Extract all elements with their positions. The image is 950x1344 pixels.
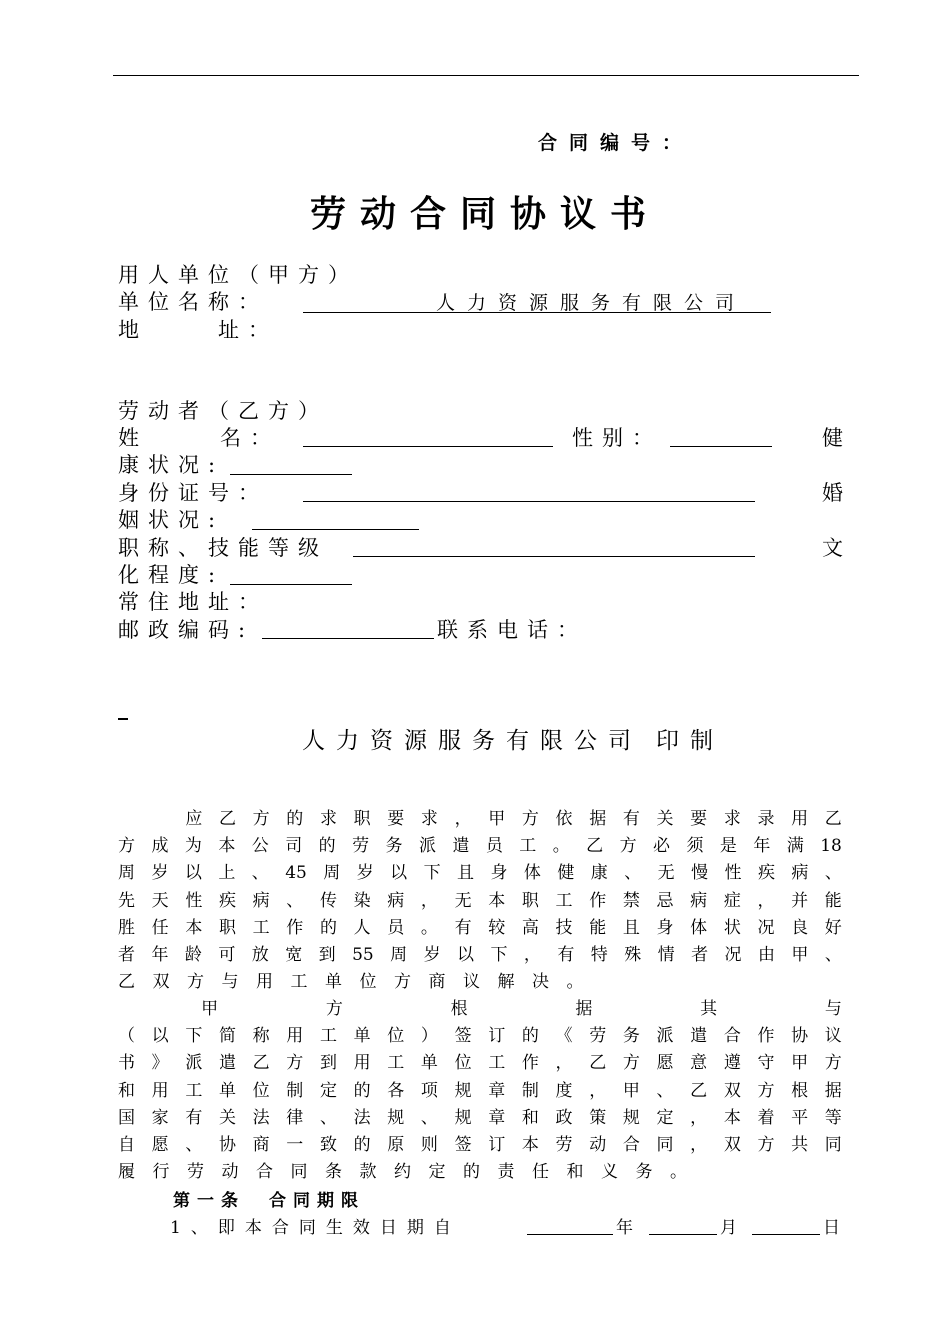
postcode-label: 邮政编码: bbox=[118, 618, 255, 642]
printer-suffix: 印制 bbox=[656, 728, 724, 754]
start-year-field[interactable] bbox=[527, 1234, 613, 1235]
article-1-title: 第一条 合同期限 bbox=[173, 1191, 365, 1211]
marriage-label-a: 婚 bbox=[822, 481, 852, 505]
p1-line-last: 乙 双 方 与 用 工 单 位 方 商 议 解 决 。 bbox=[118, 972, 584, 993]
p2-line-last: 履 行 劳 动 合 同 条 款 约 定 的 责 任 和 义 务 。 bbox=[118, 1162, 687, 1183]
start-month-field[interactable] bbox=[649, 1234, 717, 1235]
education-label-a: 文 bbox=[822, 536, 852, 560]
employer-address-label-a: 地 bbox=[118, 318, 148, 342]
worker-name-field[interactable] bbox=[303, 446, 553, 447]
employer-name-value: 人力资源服务有限公司 bbox=[436, 292, 747, 314]
education-label-b: 化程度: bbox=[118, 563, 225, 587]
paragraph-1 bbox=[118, 806, 842, 996]
address-label: 常住地址： bbox=[118, 590, 268, 614]
p1-line: 者 年 龄 可 放 宽 到 55 周 岁 以 下 ， 有 特 殊 情 者 况 由 甲 、 bbox=[118, 944, 842, 965]
gender-label: 性别： bbox=[572, 426, 662, 450]
start-day-field[interactable] bbox=[752, 1234, 820, 1235]
p2-line: 和 用 工 单 位 制 定 的 各 项 规 章 制 度 ， 甲 、 乙 双 方 根 据 bbox=[118, 1080, 842, 1101]
p1-line: 胜 任 本 职 工 作 的 人 员 。 有 较 高 技 能 且 身 体 状 况 良 好 bbox=[118, 917, 842, 938]
education-field[interactable] bbox=[230, 584, 352, 585]
stray-dash-mark bbox=[118, 718, 128, 720]
employer-heading: 用人单位（甲方） bbox=[118, 263, 358, 287]
health-label-b: 康状况: bbox=[118, 453, 225, 477]
employer-address-label-b: 址： bbox=[218, 318, 278, 342]
month-label: 月 bbox=[720, 1218, 737, 1238]
worker-name-label-a: 姓 bbox=[118, 426, 148, 450]
p2-line: 甲 方 根 据 其 与 bbox=[201, 999, 842, 1019]
printer-company: 人力资源服务有限公司 bbox=[302, 728, 642, 754]
p2-line: 国 家 有 关 法 律 、 法 规 、 规 章 和 政 策 规 定 ， 本 着 平 等 bbox=[118, 1107, 842, 1128]
printer-line bbox=[302, 722, 724, 755]
phone-label: 联系电话： bbox=[437, 618, 587, 642]
title-skill-field[interactable] bbox=[353, 556, 755, 557]
p2-line: 自 愿 、 协 商 一 致 的 原 则 签 订 本 劳 动 合 同 ， 双 方 共 同 bbox=[118, 1134, 842, 1155]
health-label-a: 健 bbox=[822, 426, 852, 450]
title-skill-label: 职称、技能等级 bbox=[118, 536, 328, 560]
p1-line: 先 天 性 疾 病 、 传 染 病 ， 无 本 职 工 作 禁 忌 病 症 ， 并 能 bbox=[118, 890, 842, 911]
p2-line: 书 》 派 遣 乙 方 到 用 工 单 位 工 作 ， 乙 方 愿 意 遵 守 甲 方 bbox=[118, 1053, 842, 1074]
postcode-field[interactable] bbox=[262, 638, 434, 639]
p1-line: 应 乙 方 的 求 职 要 求 ， 甲 方 依 据 有 关 要 求 录 用 乙 bbox=[185, 809, 842, 829]
worker-heading: 劳动者（乙方） bbox=[118, 399, 328, 423]
id-number-field[interactable] bbox=[303, 501, 755, 502]
year-label: 年 bbox=[616, 1218, 633, 1238]
article-1-item: 1、即本合同生效日期自 bbox=[170, 1218, 461, 1238]
header-rule bbox=[113, 75, 859, 76]
day-label: 日 bbox=[823, 1218, 840, 1238]
p2-line: （ 以 下 简 称 用 工 单 位 ） 签 订 的 《 劳 务 派 遣 合 作 协 议 bbox=[118, 1026, 842, 1047]
employer-name-label: 单位名称： bbox=[118, 290, 268, 314]
gender-field[interactable] bbox=[670, 446, 772, 447]
health-field[interactable] bbox=[230, 474, 352, 475]
p1-line: 周 岁 以 上 、 45 周 岁 以 下 且 身 体 健 康 、 无 慢 性 疾 病 、 bbox=[118, 863, 842, 884]
marriage-field[interactable] bbox=[252, 529, 419, 530]
id-number-label: 身份证号： bbox=[118, 481, 268, 505]
paragraph-2 bbox=[118, 996, 842, 1186]
contract-number-label: 合同编号： bbox=[538, 132, 694, 154]
p1-line: 方 成 为 本 公 司 的 劳 务 派 遣 员 工 。 乙 方 必 须 是 年 满 18 bbox=[118, 836, 842, 857]
document-title: 劳动合同协议书 bbox=[310, 193, 661, 235]
marriage-label-b: 姻状况: bbox=[118, 508, 225, 532]
worker-name-label-b: 名： bbox=[220, 426, 280, 450]
